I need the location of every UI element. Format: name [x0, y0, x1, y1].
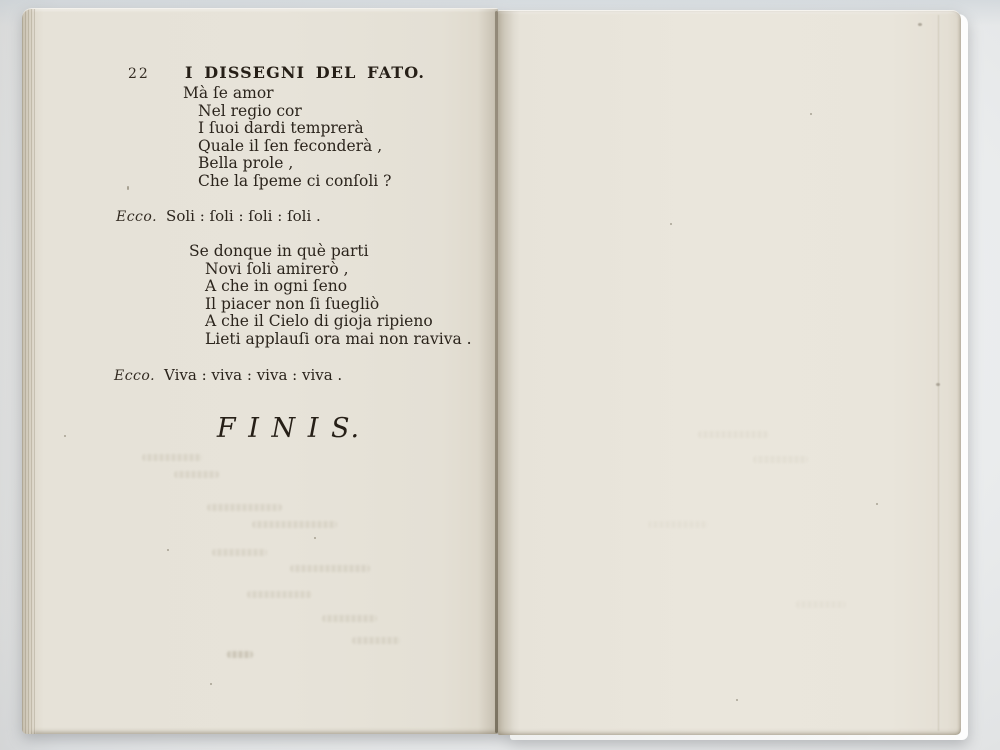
stanza-line: Nel regio cor: [198, 101, 302, 120]
left-page: [22, 8, 498, 734]
show-through-smudge: [212, 549, 267, 556]
stanza-1: [22, 85, 482, 190]
ink-speck: [210, 683, 212, 685]
speaker-label: Ecco.: [116, 209, 158, 225]
show-through-smudge: [753, 456, 808, 463]
stanza-line: Novi ſoli amirerò ,: [205, 259, 349, 278]
show-through-smudge: [252, 521, 337, 528]
refrain-text: Viva : viva : viva : viva .: [164, 366, 343, 384]
stanza-line: Bella prole ,: [198, 154, 294, 172]
speaker-label: Ecco.: [114, 368, 156, 384]
ink-speck: [167, 549, 169, 551]
page-crease: [938, 15, 939, 731]
page-number: 22: [128, 66, 150, 82]
show-through-smudge: [648, 521, 708, 528]
refrain-ecco-soli: [116, 207, 321, 225]
gutter-shadow: [498, 11, 520, 735]
page-title: I DISSEGNI DEL FATO.: [185, 63, 426, 82]
book-gutter-seam: [495, 11, 498, 733]
show-through-smudge: [227, 651, 253, 658]
show-through-smudge: [207, 504, 282, 511]
stanza-line: Lieti applauſi ora mai non raviva .: [205, 329, 472, 348]
show-through-smudge: [174, 471, 219, 478]
stanza-line: A che in ogni ſeno: [205, 277, 348, 295]
show-through-smudge: [142, 454, 202, 461]
show-through-smudge: [247, 591, 312, 598]
paper-blemish: [918, 23, 922, 26]
show-through-smudge: [698, 431, 768, 438]
stanza-2: [22, 243, 482, 348]
paper-blemish: [936, 383, 940, 386]
show-through-smudge: [796, 601, 846, 608]
ink-speck: [314, 537, 316, 539]
stanza-line: A che il Cielo di gioja ripieno: [205, 312, 433, 330]
stanza-line: Mà ſe amor: [183, 84, 274, 102]
refrain-text: Soli : ſoli : ſoli : ſoli .: [166, 207, 321, 225]
right-page: [498, 10, 961, 735]
ink-speck: [876, 503, 878, 505]
stanza-line: Quale il ſen feconderà ,: [198, 136, 383, 155]
stanza-line: Che la ſpeme ci conſoli ?: [198, 171, 392, 190]
ink-speck: [670, 223, 672, 225]
stanza-line: I ſuoi dardi temprerà: [198, 119, 364, 137]
ink-speck: [810, 113, 812, 115]
ink-speck: [127, 186, 129, 190]
show-through-smudge: [322, 615, 377, 622]
show-through-smudge: [352, 637, 400, 644]
stanza-line: Il piacer non ſi ſuegliò: [205, 294, 380, 313]
ink-speck: [736, 699, 738, 701]
refrain-ecco-viva: [114, 366, 342, 384]
show-through-smudge: [290, 565, 370, 572]
finis-colophon: F I N I S.: [216, 413, 362, 444]
ink-speck: [64, 435, 66, 437]
stanza-line: Se donque in què parti: [189, 242, 369, 260]
